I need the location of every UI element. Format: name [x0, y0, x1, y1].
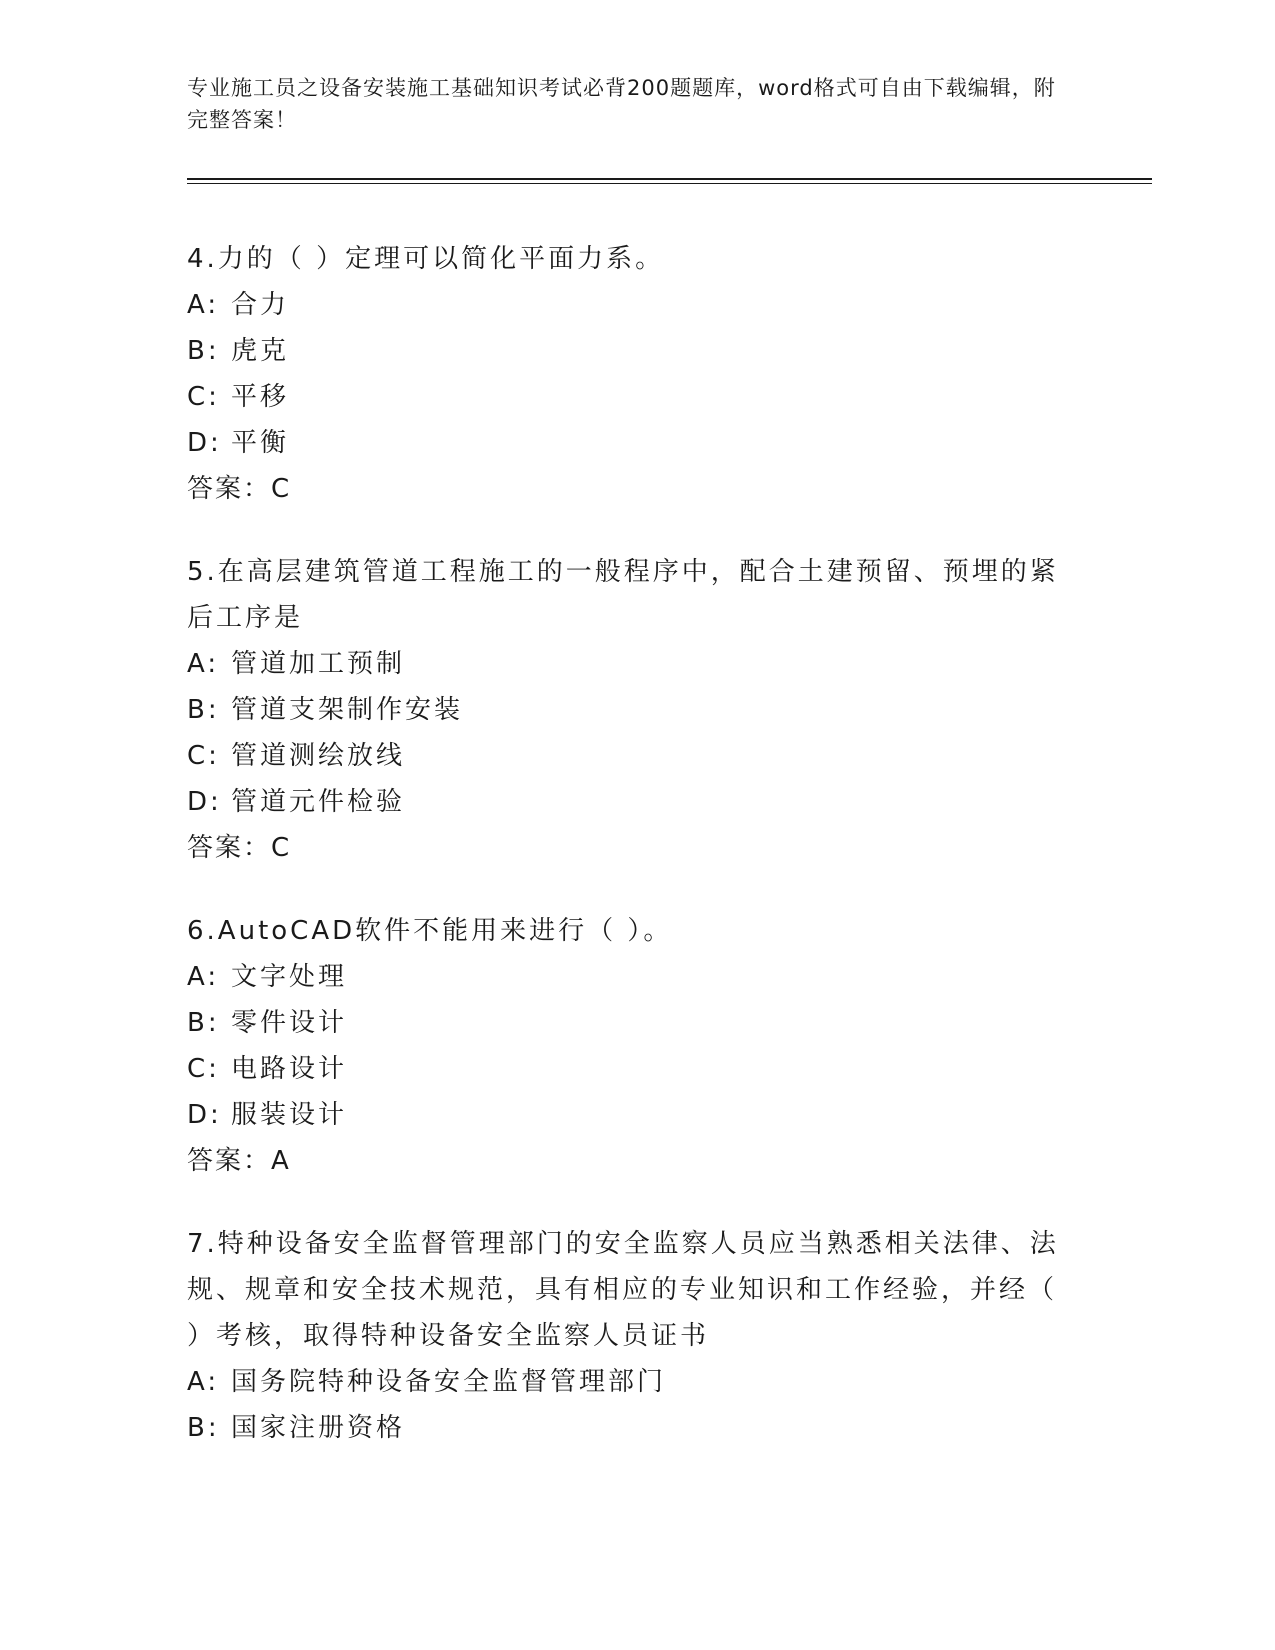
option-text: 管道支架制作安装	[231, 695, 464, 725]
question-5	[187, 549, 1067, 871]
option-b	[187, 1000, 1067, 1046]
option-d	[187, 420, 1067, 466]
question-stem: 4.力的（ ）定理可以简化平面力系。	[187, 244, 665, 274]
option-text: 合力	[231, 290, 290, 320]
answer-line: 答案：A	[187, 1146, 291, 1176]
option-a	[187, 954, 1067, 1000]
option-text: 国务院特种设备安全监督管理部门	[231, 1367, 667, 1397]
option-a	[187, 641, 1067, 687]
question-stem: 5.在高层建筑管道工程施工的一般程序中，配合土建预留、预埋的紧后工序是	[187, 557, 1059, 633]
option-c	[187, 374, 1067, 420]
option-letter: D:	[187, 428, 222, 458]
question-7	[187, 1221, 1067, 1451]
option-a	[187, 1359, 1067, 1405]
option-text: 管道加工预制	[231, 649, 406, 679]
option-letter: D:	[187, 787, 222, 817]
option-a	[187, 282, 1067, 328]
option-letter: A:	[187, 649, 220, 679]
option-letter: C:	[187, 382, 220, 412]
question-stem: 6.AutoCAD软件不能用来进行（ ）。	[187, 916, 673, 946]
option-d	[187, 1092, 1067, 1138]
option-letter: B:	[187, 695, 220, 725]
option-b	[187, 687, 1067, 733]
option-text: 管道元件检验	[231, 787, 406, 817]
option-text: 电路设计	[231, 1054, 348, 1084]
question-stem: 7.特种设备安全监督管理部门的安全监察人员应当熟悉相关法律、法规、规章和安全技术规范，具有相应的专业知识和工作经验，并经（ ）考核，取得特种设备安全监察人员证书	[187, 1229, 1059, 1351]
header-divider-thick	[187, 178, 1152, 180]
option-text: 平移	[231, 382, 290, 412]
option-text: 国家注册资格	[231, 1413, 406, 1443]
option-d	[187, 779, 1067, 825]
document-header: 专业施工员之设备安装施工基础知识考试必背200题题库，word格式可自由下载编辑，附完整答案！	[187, 76, 1056, 132]
option-b	[187, 328, 1067, 374]
option-letter: B:	[187, 1413, 220, 1443]
option-text: 零件设计	[231, 1008, 348, 1038]
header-divider-thin	[187, 183, 1152, 184]
answer-line: 答案：C	[187, 474, 292, 504]
option-letter: B:	[187, 336, 220, 366]
option-c	[187, 733, 1067, 779]
option-text: 虎克	[231, 336, 290, 366]
question-list	[187, 236, 1067, 1488]
option-text: 文字处理	[231, 962, 348, 992]
option-letter: D:	[187, 1100, 222, 1130]
option-letter: A:	[187, 1367, 220, 1397]
option-c	[187, 1046, 1067, 1092]
option-b	[187, 1405, 1067, 1451]
option-text: 管道测绘放线	[231, 741, 406, 771]
answer-line: 答案：C	[187, 833, 292, 863]
option-letter: A:	[187, 962, 220, 992]
option-letter: B:	[187, 1008, 220, 1038]
option-letter: C:	[187, 741, 220, 771]
question-4	[187, 236, 1067, 512]
question-6	[187, 908, 1067, 1184]
option-letter: C:	[187, 1054, 220, 1084]
option-letter: A:	[187, 290, 220, 320]
option-text: 平衡	[231, 428, 290, 458]
option-text: 服装设计	[231, 1100, 348, 1130]
